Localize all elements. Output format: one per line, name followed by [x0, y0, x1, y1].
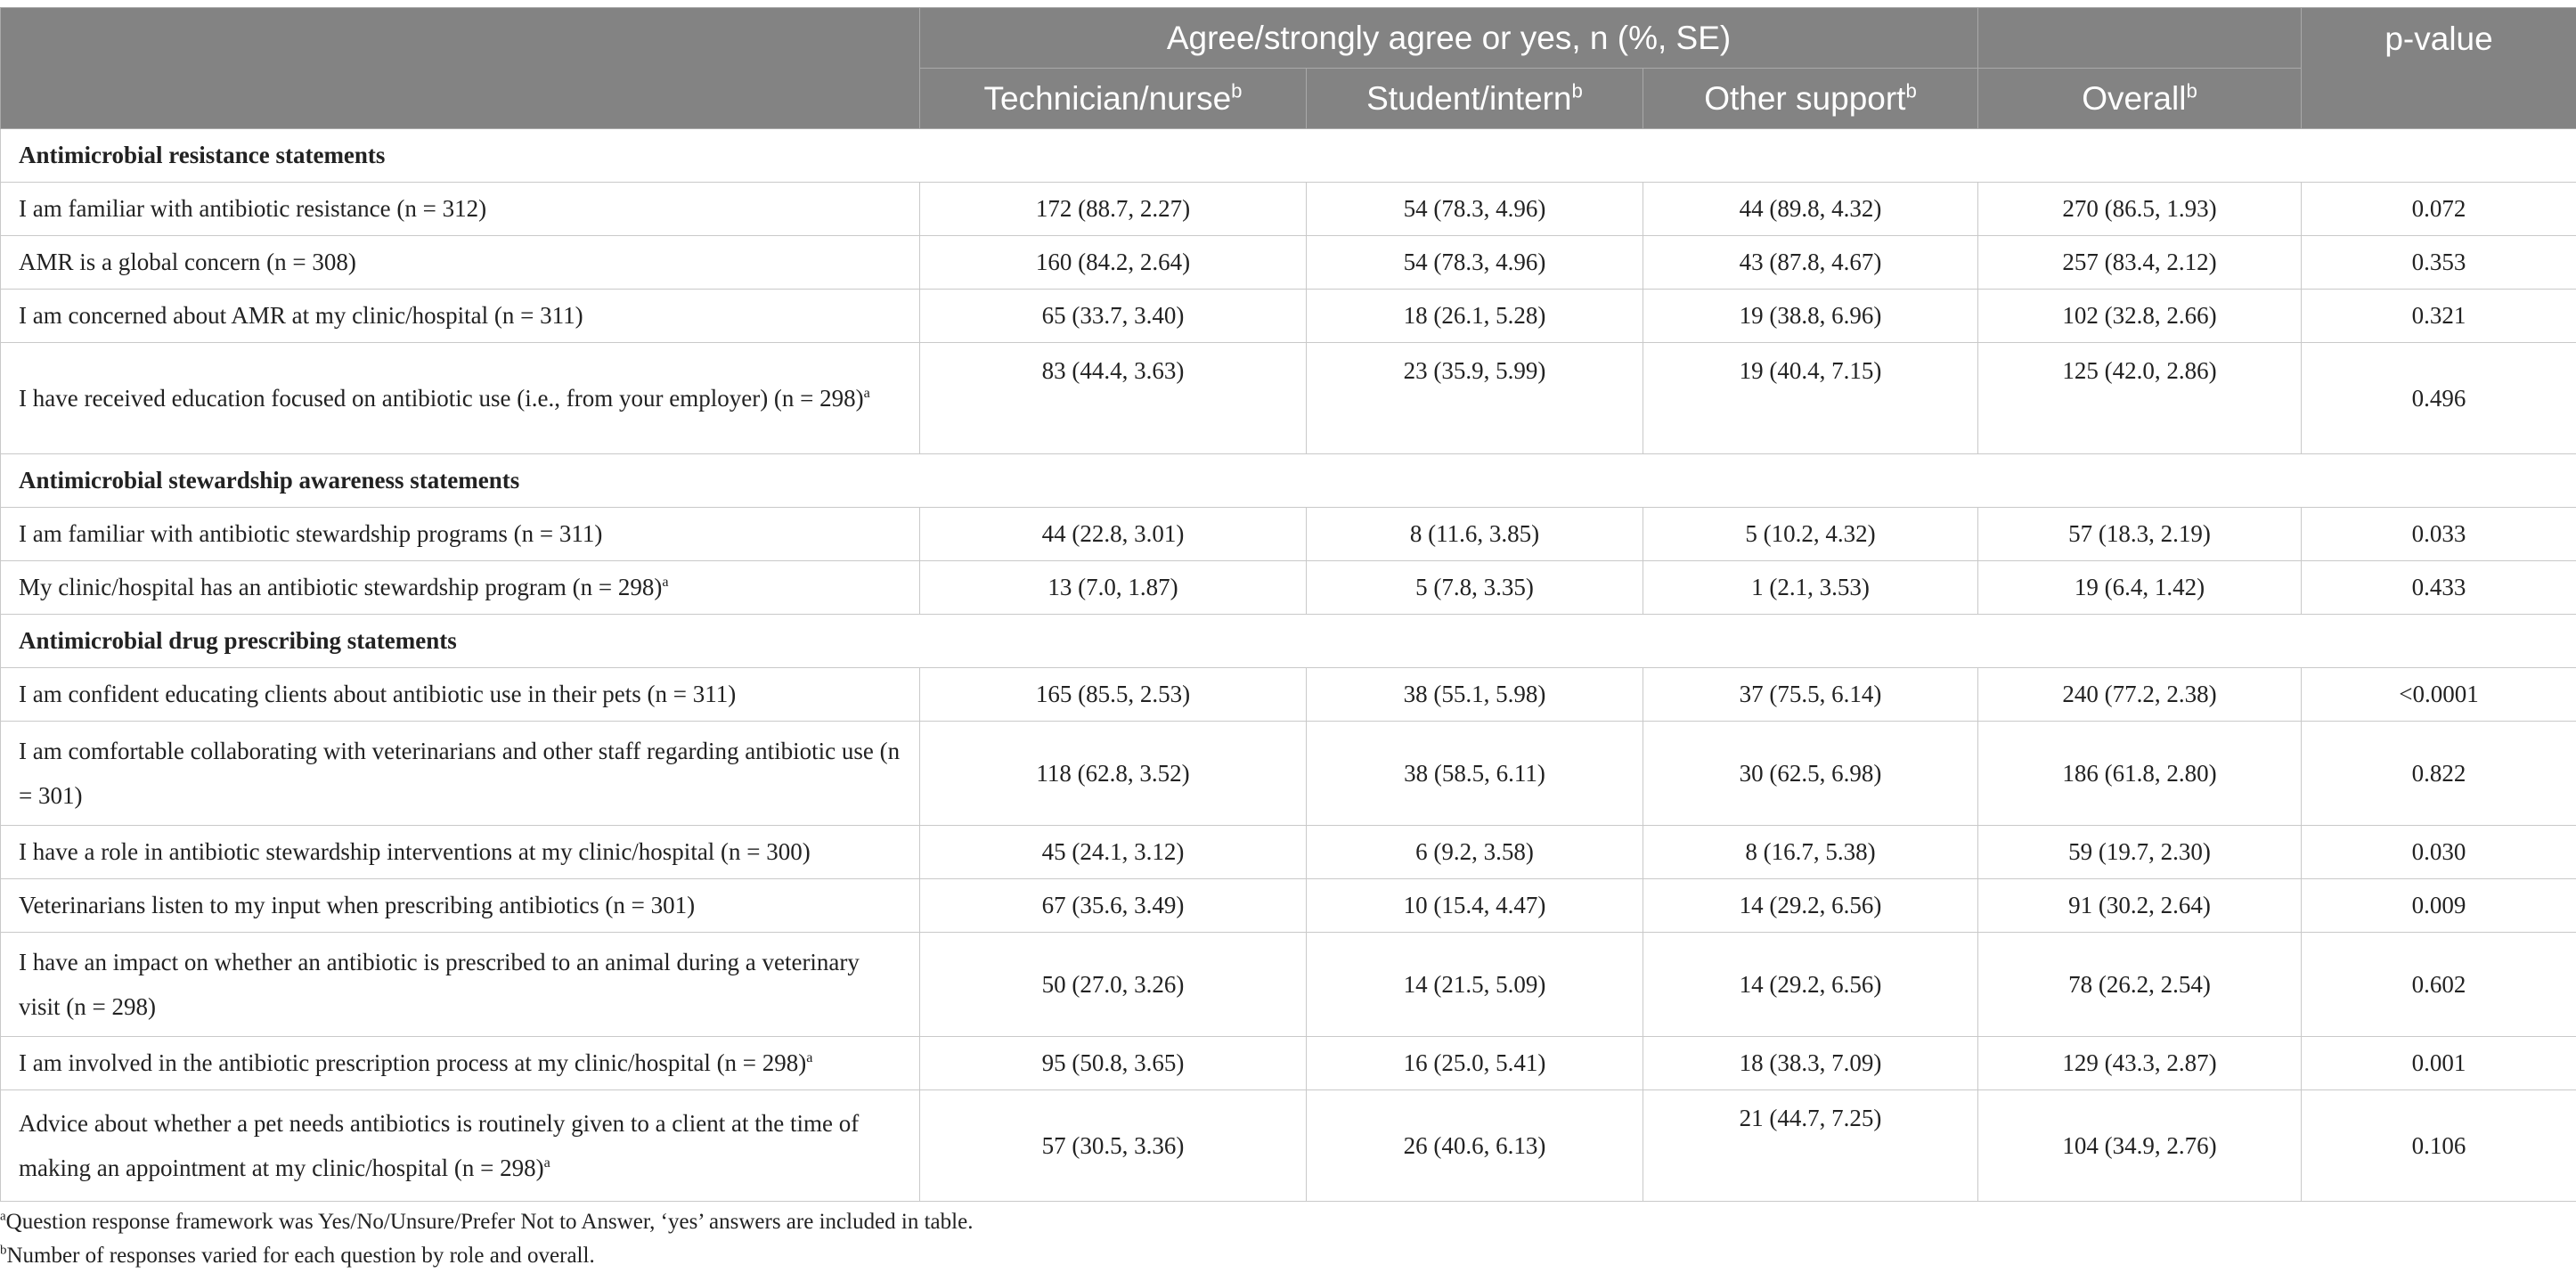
table-row [1, 933, 2576, 1037]
header-pvalue: p-value [2302, 8, 2576, 129]
statement-cell [1, 561, 920, 615]
value-technician-nurse: 57 (30.5, 3.36) [920, 1090, 1307, 1202]
section-row [1, 454, 2576, 508]
statement-text: I have received education focused on antibiotic use (i.e., from your employer) (n = 298) [19, 385, 864, 412]
value-pvalue: 0.496 [2302, 343, 2576, 454]
value-other-support: 14 (29.2, 6.56) [1643, 879, 1978, 933]
value-other-support: 1 (2.1, 3.53) [1643, 561, 1978, 615]
value-student-intern: 5 (7.8, 3.35) [1307, 561, 1643, 615]
statement-text: AMR is a global concern (n = 308) [19, 249, 356, 275]
value-student-intern: 54 (78.3, 4.96) [1307, 183, 1643, 236]
statement-text: I am familiar with antibiotic stewardship programs (n = 311) [19, 520, 602, 547]
statement-cell [1, 668, 920, 722]
statement-cell [1, 933, 920, 1037]
value-student-intern: 54 (78.3, 4.96) [1307, 236, 1643, 290]
footnote-marker: a [544, 1155, 550, 1171]
statement-text: I am comfortable collaborating with veterinarians and other staff regarding antibiotic use (n = 301) [19, 738, 900, 809]
value-student-intern: 8 (11.6, 3.85) [1307, 508, 1643, 561]
footnote-marker: a [662, 574, 668, 590]
value-technician-nurse: 165 (85.5, 2.53) [920, 668, 1307, 722]
table-row [1, 561, 2576, 615]
statement-text: I am involved in the antibiotic prescription process at my clinic/hospital (n = 298) [19, 1049, 806, 1076]
statement-text: I have a role in antibiotic stewardship interventions at my clinic/hospital (n = 300) [19, 838, 811, 865]
value-overall: 270 (86.5, 1.93) [1978, 183, 2302, 236]
value-student-intern: 16 (25.0, 5.41) [1307, 1037, 1643, 1090]
value-student-intern: 18 (26.1, 5.28) [1307, 290, 1643, 343]
value-technician-nurse: 172 (88.7, 2.27) [920, 183, 1307, 236]
value-pvalue: 0.009 [2302, 879, 2576, 933]
table-row [1, 668, 2576, 722]
statement-text: Veterinarians listen to my input when prescribing antibiotics (n = 301) [19, 892, 695, 918]
value-technician-nurse: 44 (22.8, 3.01) [920, 508, 1307, 561]
header-technician-nurse: Technician/nurse$^b$ [920, 69, 1307, 129]
results-table-container [0, 7, 2576, 1273]
value-technician-nurse: 50 (27.0, 3.26) [920, 933, 1307, 1037]
value-pvalue: <0.0001 [2302, 668, 2576, 722]
statement-text: I am confident educating clients about antibiotic use in their pets (n = 311) [19, 681, 736, 707]
value-overall: 257 (83.4, 2.12) [1978, 236, 2302, 290]
value-pvalue: 0.001 [2302, 1037, 2576, 1090]
value-technician-nurse: 95 (50.8, 3.65) [920, 1037, 1307, 1090]
value-overall: 240 (77.2, 2.38) [1978, 668, 2302, 722]
section-title: Antimicrobial drug prescribing statements [1, 615, 2576, 668]
statement-cell [1, 1037, 920, 1090]
statement-cell [1, 236, 920, 290]
value-technician-nurse: 13 (7.0, 1.87) [920, 561, 1307, 615]
table-row [1, 343, 2576, 454]
value-other-support: 44 (89.8, 4.32) [1643, 183, 1978, 236]
table-row [1, 879, 2576, 933]
statement-cell [1, 1090, 920, 1202]
table-row [1, 722, 2576, 826]
value-other-support: 19 (40.4, 7.15) [1643, 343, 1978, 454]
table-body [1, 129, 2576, 1202]
value-technician-nurse: 83 (44.4, 3.63) [920, 343, 1307, 454]
header-student-intern: Student/intern$^b$ [1307, 69, 1643, 129]
footnotes [0, 1205, 2576, 1273]
value-overall: 59 (19.7, 2.30) [1978, 826, 2302, 879]
value-overall: 104 (34.9, 2.76) [1978, 1090, 2302, 1202]
statement-text: I am concerned about AMR at my clinic/hospital (n = 311) [19, 302, 583, 329]
value-pvalue: 0.353 [2302, 236, 2576, 290]
value-other-support: 18 (38.3, 7.09) [1643, 1037, 1978, 1090]
value-other-support: 5 (10.2, 4.32) [1643, 508, 1978, 561]
value-student-intern: 38 (58.5, 6.11) [1307, 722, 1643, 826]
statement-text: I have an impact on whether an antibiotic is prescribed to an animal during a veterinary visit (n = 298) [19, 949, 860, 1020]
statement-text: I am familiar with antibiotic resistance (n = 312) [19, 195, 486, 222]
statement-cell [1, 722, 920, 826]
value-pvalue: 0.321 [2302, 290, 2576, 343]
value-technician-nurse: 65 (33.7, 3.40) [920, 290, 1307, 343]
table-row [1, 1090, 2576, 1202]
value-student-intern: 23 (35.9, 5.99) [1307, 343, 1643, 454]
statement-text: My clinic/hospital has an antibiotic stewardship program (n = 298) [19, 574, 662, 600]
statement-cell [1, 290, 920, 343]
section-title: Antimicrobial stewardship awareness statements [1, 454, 2576, 508]
value-other-support: 43 (87.8, 4.67) [1643, 236, 1978, 290]
header-overall: Overall$^b$ [1978, 69, 2302, 129]
value-other-support: 30 (62.5, 6.98) [1643, 722, 1978, 826]
table-row [1, 236, 2576, 290]
value-overall: 19 (6.4, 1.42) [1978, 561, 2302, 615]
value-student-intern: 26 (40.6, 6.13) [1307, 1090, 1643, 1202]
value-overall: 57 (18.3, 2.19) [1978, 508, 2302, 561]
footnote-a: $^a$Question response framework was Yes/No/Unsure/Prefer Not to Answer, ‘yes’ answers are included in table. [0, 1205, 2576, 1239]
value-other-support: 14 (29.2, 6.56) [1643, 933, 1978, 1037]
footnote-marker: a [864, 385, 870, 401]
value-other-support: 21 (44.7, 7.25) [1643, 1090, 1978, 1202]
value-overall: 125 (42.0, 2.86) [1978, 343, 2302, 454]
statement-text: Advice about whether a pet needs antibiotics is routinely given to a client at the time of making an appointment at my clinic/hospital (n = 298) [19, 1110, 859, 1181]
value-technician-nurse: 160 (84.2, 2.64) [920, 236, 1307, 290]
table-row [1, 183, 2576, 236]
results-table [0, 7, 2576, 1202]
statement-cell [1, 183, 920, 236]
value-technician-nurse: 67 (35.6, 3.49) [920, 879, 1307, 933]
value-overall: 91 (30.2, 2.64) [1978, 879, 2302, 933]
statement-cell [1, 508, 920, 561]
table-row [1, 1037, 2576, 1090]
value-pvalue: 0.072 [2302, 183, 2576, 236]
footnote-b: $^b$Number of responses varied for each question by role and overall. [0, 1239, 2576, 1273]
header-other-support: Other support$^b$ [1643, 69, 1978, 129]
value-pvalue: 0.033 [2302, 508, 2576, 561]
value-other-support: 37 (75.5, 6.14) [1643, 668, 1978, 722]
footnote-marker: a [806, 1049, 812, 1065]
header-blank-cell [1, 8, 920, 129]
value-overall: 186 (61.8, 2.80) [1978, 722, 2302, 826]
value-technician-nurse: 45 (24.1, 3.12) [920, 826, 1307, 879]
value-student-intern: 38 (55.1, 5.98) [1307, 668, 1643, 722]
value-overall: 129 (43.3, 2.87) [1978, 1037, 2302, 1090]
section-title: Antimicrobial resistance statements [1, 129, 2576, 183]
value-student-intern: 14 (21.5, 5.09) [1307, 933, 1643, 1037]
value-pvalue: 0.822 [2302, 722, 2576, 826]
value-technician-nurse: 118 (62.8, 3.52) [920, 722, 1307, 826]
value-pvalue: 0.602 [2302, 933, 2576, 1037]
statement-cell [1, 826, 920, 879]
value-other-support: 8 (16.7, 5.38) [1643, 826, 1978, 879]
value-student-intern: 10 (15.4, 4.47) [1307, 879, 1643, 933]
value-overall: 78 (26.2, 2.54) [1978, 933, 2302, 1037]
table-header [1, 8, 2576, 129]
section-row [1, 615, 2576, 668]
statement-cell [1, 879, 920, 933]
value-pvalue: 0.106 [2302, 1090, 2576, 1202]
header-group-label: Agree/strongly agree or yes, n (%, SE) [920, 8, 1978, 69]
statement-cell [1, 343, 920, 454]
value-overall: 102 (32.8, 2.66) [1978, 290, 2302, 343]
value-student-intern: 6 (9.2, 3.58) [1307, 826, 1643, 879]
table-row [1, 826, 2576, 879]
value-pvalue: 0.433 [2302, 561, 2576, 615]
table-row [1, 508, 2576, 561]
table-row [1, 290, 2576, 343]
header-overall-top-cell [1978, 8, 2302, 69]
section-row [1, 129, 2576, 183]
value-pvalue: 0.030 [2302, 826, 2576, 879]
value-other-support: 19 (38.8, 6.96) [1643, 290, 1978, 343]
